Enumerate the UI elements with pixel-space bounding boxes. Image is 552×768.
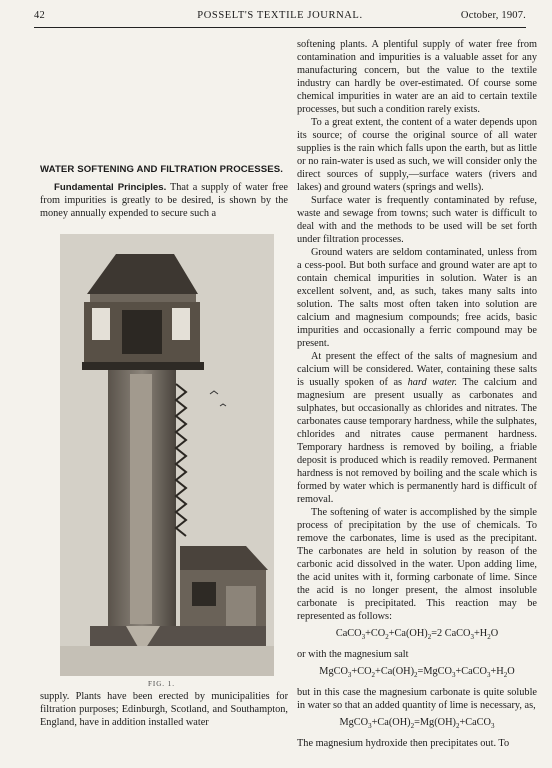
issue-date: October, 1907.	[460, 10, 526, 21]
equation-2: $MgCO_3+CO_2+Ca(OH)_2=MgCO_3+CaCO_3+H_2O$	[319, 666, 515, 680]
paragraph-7: or with the magnesium salt	[297, 649, 409, 661]
water-tower-illustration	[60, 234, 274, 676]
water-tower-figure	[60, 234, 274, 676]
intro-label: Fundamental Principles.	[54, 182, 167, 193]
page-number: 42	[34, 10, 45, 21]
paragraph-5-a: At present the effect of the salts of magnesium and calcium will be considered. Water, containing these salts is usually spoken of as	[297, 351, 537, 388]
paragraph-5	[297, 350, 537, 506]
header-rule	[34, 27, 526, 28]
bottom-left-text: supply. Plants have been erected by municipalities for filtration purposes; Edinburgh, Scotland, and Southampton, England, have in addition installed water	[40, 691, 288, 728]
paragraph-9: The magnesium hydroxide then precipitates out. To	[297, 738, 510, 750]
paragraph-8: but in this case the magnesium carbonate is quite soluble in water so that an added quantity of lime is necessary, as,	[297, 687, 537, 712]
paragraph-3: Surface water is frequently contaminated by refuse, waste and sewage from towns; such water is difficult to deal with and the methods to be used will be set forth under filtration processes.	[297, 195, 537, 245]
paragraph-2: To a great extent, the content of a water depends upon its source; of course the original source of all water supplies is the rain which falls upon the earth, but as little or no rain-water is used as such, we will consider only the direct sources of supply,—surface waters (rivers and lakes) and ground waters (springs and wells).	[297, 117, 537, 193]
paragraph-4: Ground waters are seldom contaminated, unless from a cess-pool. But both surface and ground water are apt to contain chemical impurities in solution. Water is an excellent solvent, and, as such, takes many salts into solution. The salts most often taken into solution are calcium and magnesium compounds; free acids, basic impurities and occasionally a ferric compound may be present.	[297, 247, 537, 349]
paragraph-5-b: The calcium and magnesium are present usually as carbonates and sulphates, but occasionally as chlorides and nitrates. The carbonates cause temporary hardness, while the sulphates, chlorides and nitrates cause permanent hardness. Temporary hardness is removed by boiling, a friable deposit is produced which is readily removed. Permanent hardness is not removed by boiling and the scale which is formed by water which is permanently hard is difficult of removal.	[297, 377, 537, 505]
paragraph-6: The softening of water is accomplished by the simple process of precipitation by the use of chemicals. To remove the carbonates, lime is used as the precipitant. The carbonates are held in solution by reason of the carbonic acid dissolved in the water. Upon adding lime, the acid unites with it, forming carbonate of lime. Since the acid is no longer present, the almost insoluble carbonate is precipitated. This reaction may be represented as follows:	[297, 507, 537, 622]
hard-water-term: hard water.	[407, 377, 458, 388]
article-heading: WATER SOFTENING AND FILTRATION PROCESSES.	[40, 164, 284, 175]
intro-text: That a supply of water free from impurities is greatly to be desired, is shown by the money annually expended to secure such a	[40, 182, 288, 219]
left-bottom-paragraph	[40, 690, 288, 729]
figure-caption: FIG. 1.	[148, 680, 176, 688]
intro-paragraph	[40, 181, 288, 220]
right-column	[297, 38, 537, 750]
running-header	[34, 10, 526, 26]
equation-3: $MgCO_3+Ca(OH)_2=Mg(OH)_2+CaCO_3$	[339, 717, 495, 731]
equation-1: $CaCO_3+CO_2+Ca(OH)_2=2$ $CaCO_3+H_2O$	[335, 628, 499, 642]
paragraph-1: softening plants. A plentiful supply of water free from contamination and impurities is a valuable asset for any manufacturing concern, but the value to the textile industry can hardly be over-estimated. Of course some chemical impurities in water are an aid to certain textile processes, but such a condition rarely exists.	[297, 39, 537, 115]
journal-title: POSSELT'S TEXTILE JOURNAL.	[197, 10, 363, 21]
